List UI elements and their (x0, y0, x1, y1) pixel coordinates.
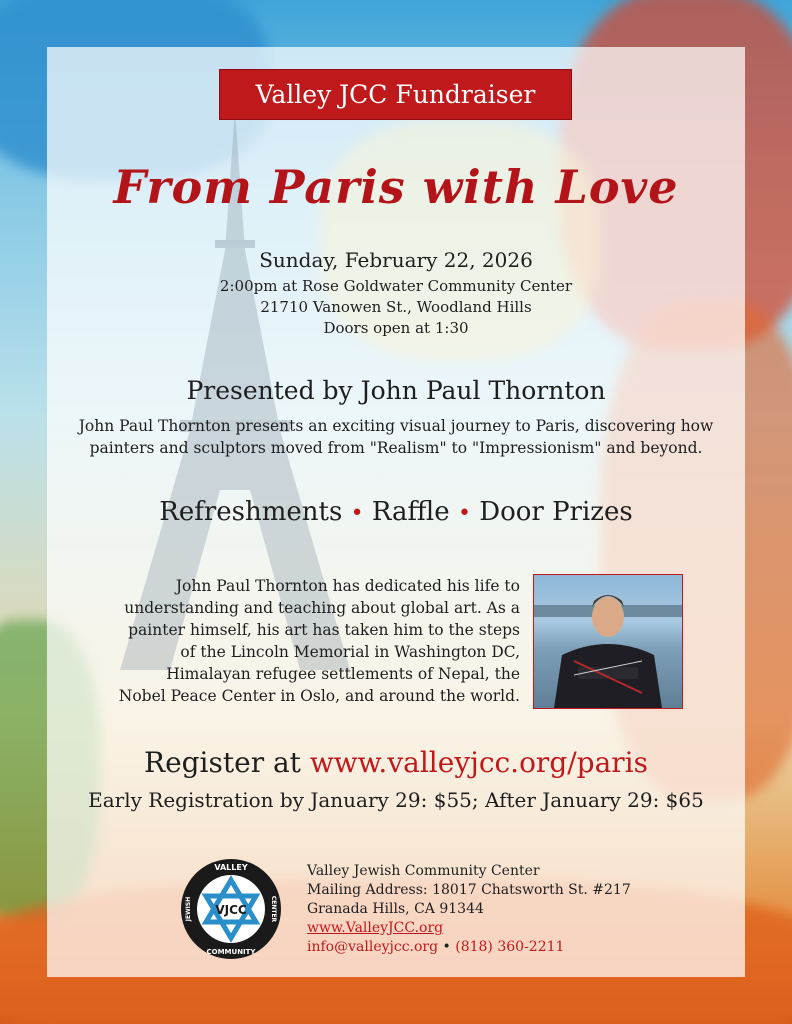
bullet-icon: • (457, 501, 471, 526)
event-title: From Paris with Love (113, 160, 679, 214)
logo-top-text: VALLEY (214, 863, 248, 872)
event-address: 21710 Vanowen St., Woodland Hills (260, 298, 532, 316)
bullet-icon: • (442, 939, 451, 955)
org-city: Granada Hills, CA 91344 (307, 901, 484, 917)
feature-raffle: Raffle (371, 497, 450, 527)
event-date: Sunday, February 22, 2026 (259, 248, 533, 272)
features-list (47, 497, 745, 527)
fundraiser-banner: Valley JCC Fundraiser (219, 69, 572, 120)
registration-line (47, 746, 745, 779)
feature-refreshments: Refreshments (159, 497, 343, 527)
logo-left-text: JEWISH (185, 896, 192, 922)
register-prefix: Register at (143, 746, 301, 779)
org-website-link[interactable]: www.ValleyJCC.org (307, 920, 444, 936)
org-mailing-address: Mailing Address: 18017 Chatsworth St. #217 (307, 882, 631, 898)
org-name: Valley Jewish Community Center (307, 863, 540, 879)
doors-open: Doors open at 1:30 (323, 319, 469, 337)
event-time-location: 2:00pm at Rose Goldwater Community Center (219, 277, 573, 295)
bullet-icon: • (350, 501, 364, 526)
org-phone[interactable]: (818) 360-2211 (455, 939, 565, 955)
org-email-link[interactable]: info@valleyjcc.org (307, 939, 439, 955)
organization-contact (307, 862, 631, 957)
presenter-photo (533, 574, 683, 709)
logo-center-text: VJCC (215, 903, 247, 917)
presenter-description: John Paul Thornton presents an exciting visual journey to Paris, discovering how painters and sculptors moved from "Realism" to "Impressionism" and beyond. (78, 417, 714, 457)
presenter-heading: Presented by John Paul Thornton (186, 376, 606, 405)
logo-right-text: CENTER (270, 895, 277, 923)
logo-bottom-text: COMMUNITY (206, 948, 256, 956)
registration-link[interactable]: www.valleyjcc.org/paris (309, 746, 649, 779)
registration-pricing: Early Registration by January 29: $55; After January 29: $65 (88, 788, 704, 812)
vjcc-logo (180, 858, 282, 960)
presenter-bio: John Paul Thornton has dedicated his life to understanding and teaching about global art. As a painter himself, his art has taken him to the steps of the Lincoln Memorial in Washington DC, Himalayan refugee settlements of Nepal, the Nobel Peace Center in Oslo, and around the world. (118, 577, 520, 705)
feature-door-prizes: Door Prizes (479, 497, 633, 527)
